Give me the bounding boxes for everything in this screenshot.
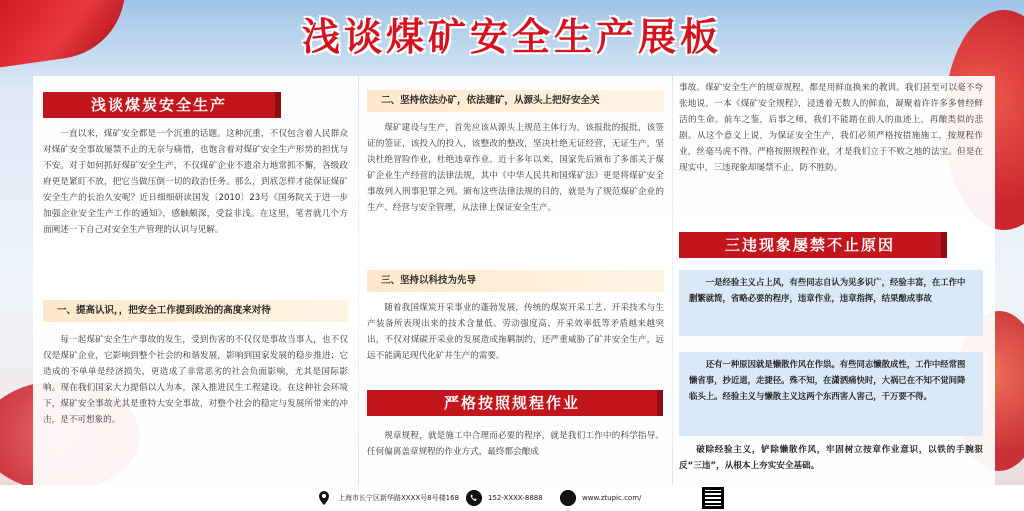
section-3-text: 随着我国煤炭开采事业的蓬勃发展，传统的煤炭开采工艺、开采技术与生产装备所表现出来的技术含量低、劳动强度高、开采效率低等矛盾越来越突出，不仅对煤碳开采业的发展造成拖羁制约，还严重威胁了矿井安全生产，远远不能满足现代化矿井生产的需要。 <box>367 303 664 361</box>
location-pin-icon <box>316 490 332 506</box>
footer-phone: 152-XXXX-8888 <box>488 494 543 502</box>
column-1-heading: 浅谈煤炭安全生产 <box>43 92 275 118</box>
phone-icon <box>466 490 482 506</box>
column-3-heading: 三违现象屡禁不止原因 <box>679 232 941 258</box>
section-2-text: 煤矿建设与生产，首先应该从源头上规范主体行为，该报批的报批，该签证的签证，该投入的投入，该整改的整改，坚决杜绝无证经营，无证生产，坚决杜绝冒险作业，杜绝违章作业。近十多年以来，国家先后颁布了多部关于煤矿企业生产经营的法律法规，其中《中华人民共和国煤矿法》更是将煤矿安全事故列入刑事犯罪之列。颁布这些法律法规的目的，就是为了规范煤矿企业的生产、经营与安全管理，从法律上保证安全生产。 <box>367 123 664 213</box>
rules-text: 规章规程，就是施工中合理而必要的程序，就是我们工作中的科学指导。任何偏离盖章规程的作业方式，最终都会酿成 <box>367 431 664 457</box>
globe-icon <box>560 490 576 506</box>
reason-box-1-text: 一是经验主义占上风，有些同志自认为见多识广，经验丰富，在工作中删繁就简，省略必要的程序，违章作业，违章指挥，结果酿成事故 <box>689 277 966 303</box>
footer-bar <box>0 485 1024 511</box>
footer-website[interactable]: www.ztupic.com/ <box>582 494 642 502</box>
section-2-title: 二、坚持依法办矿，依法建矿，从源头上把好安全关 <box>367 90 664 112</box>
qr-code-icon <box>702 487 724 509</box>
column-2-heading: 严格按照规程作业 <box>367 390 657 416</box>
column-3-continued-text: 事故。煤矿安全生产的规章规程，都是用鲜血换来的教训。我们甚至可以毫不夸张地说，一本《煤矿安全规程》，浸透着无数人的鲜血，凝聚着许许多多曾经鲜活的生命。前车之鉴，后事之师，我们不能踏在前人的血迹上，再酿类似的悲剧。从这个意义上说，为保证安全生产，我们必须严格按措施施工，按规程作业，丝毫马虎不得。严格按照规程作业，才是我们立于不败之地的法宝。但是在现实中，三违现象却屡禁不止，防不胜防。 <box>679 83 983 173</box>
footer-address: 上海市长宁区新华路XXXX号8号楼168 <box>338 494 459 502</box>
column-1-intro: 一直以来，煤矿安全都是一个沉重的话题。这种沉重，不仅包含着人民群众对煤矿安全事故屡禁不止的无奈与痛惜，也饱含着对煤矿安全生产形势的担忧与不安。对于如何抓好煤矿安全生产，不仅煤矿企业不遗余力地常抓不懈，各级政府更是紧盯不放，把它当做压倒一切的政治任务。那么，到底怎样才能保证煤矿安全生产的长治久安呢？近日细细研读国发〔2010〕23号《国务院关于进一步加强企业安全生产工作的通知》，感触颇深，受益非浅。在这里，笔者就几个方面阐述一下自己对安全生产管理的认识与见解。 <box>43 129 348 235</box>
section-1-title: 一、提高认识，，把安全工作提到政治的高度来对待 <box>43 300 348 322</box>
section-1-text: 每一起煤矿安全生产事故的发生，受到伤害的不仅仅是事故当事人，也不仅仅是煤矿企业，它影响到整个社会的和谐发展，影响到国家发展的稳步推进；它造成的不单单是经济损失，更造成了非常恶劣的社会负面影响，尤其是国际影响。现在我们国家大力提倡以人为本，深入推进民生工程建设。在这种社会环境下，煤矿安全事故尤其是重特大安全事故，对整个社会的稳定与发展所带来的冲击，是不可想象的。 <box>43 335 348 425</box>
reason-box-1 <box>679 270 983 336</box>
section-3-title: 三、坚持以科技为先导 <box>367 270 664 292</box>
reason-box-2 <box>679 352 983 436</box>
reason-box-2-text: 还有一种原因就是懒散作风在作祟。有些同志懒散成性，工作中经常图懒省事，抄近道，走捷径。殊不知，在潇洒痛快时，大祸已在不知不觉间降临头上。经验主义与懒散主义这两个东西害人害己，千万要不得。 <box>689 359 966 401</box>
column-1-panel <box>33 76 358 485</box>
board-title: 浅谈煤矿安全生产展板 <box>301 15 722 59</box>
column-3-panel <box>673 76 995 485</box>
column-2-panel <box>359 76 672 485</box>
closing-text: 破除经验主义，铲除懒散作风，牢固树立按章作业意识，以铁的手腕狠反“三违”，从根本上夯实安全基础。 <box>679 445 983 471</box>
